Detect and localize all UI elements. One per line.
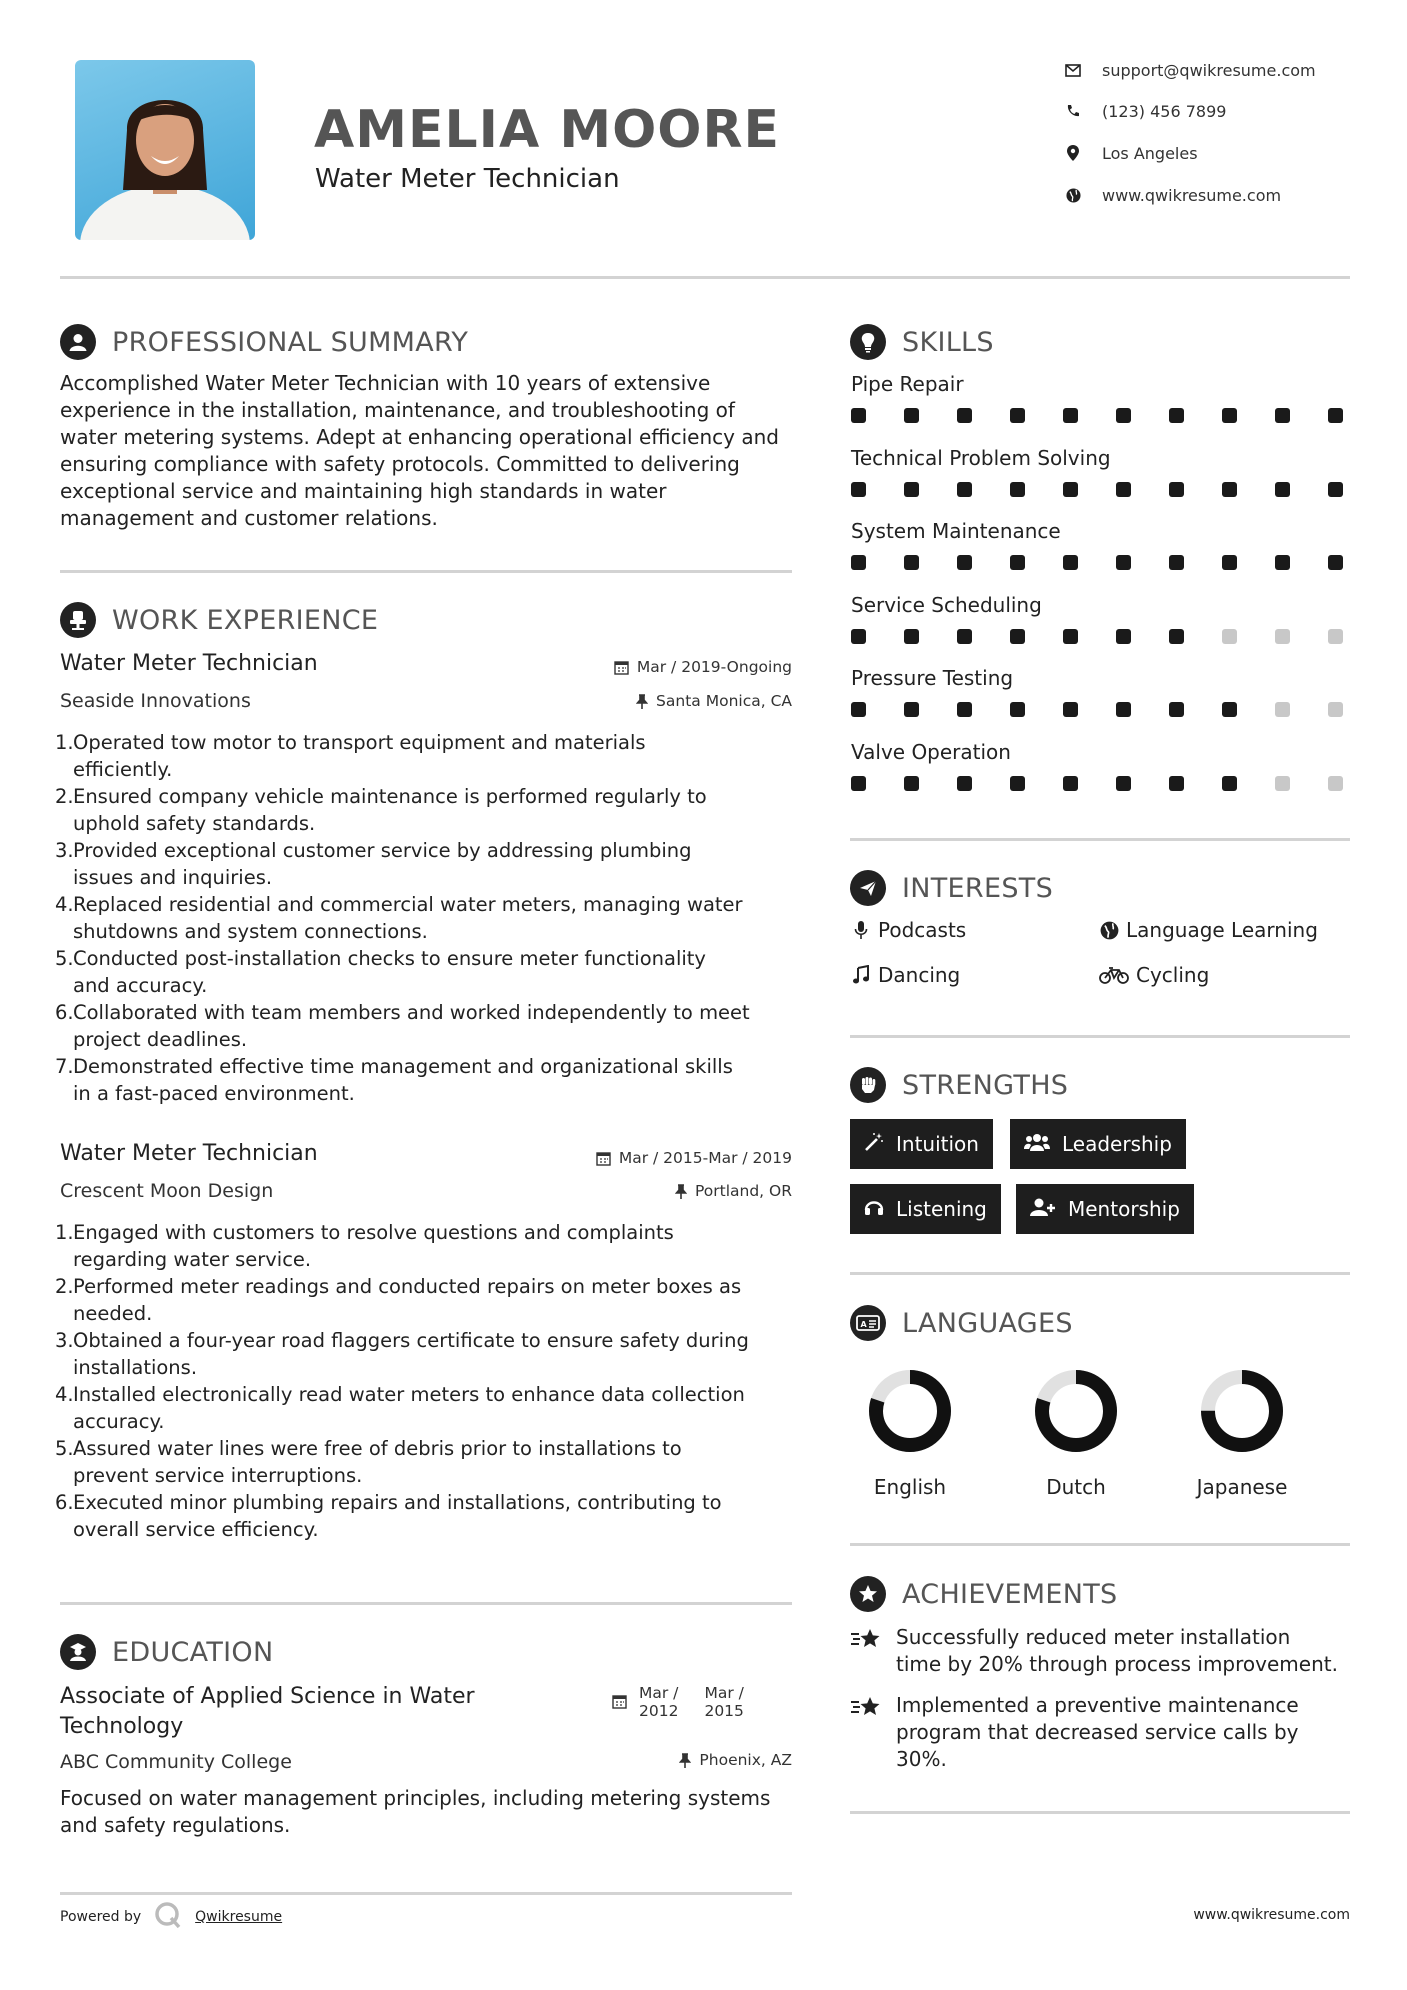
skill-dot (851, 702, 866, 717)
pushpin-icon (636, 694, 648, 709)
skill-dot (1275, 482, 1290, 497)
skill-dot (1169, 629, 1184, 644)
skill-row (851, 593, 1351, 667)
skill-dot (1063, 482, 1078, 497)
skill-dot (904, 629, 919, 644)
job-1-bullets (55, 729, 805, 1107)
strength-intuition (850, 1119, 993, 1169)
skill-dot (1169, 408, 1184, 423)
summary-line: exceptional service and maintaining high standards in water (60, 479, 667, 503)
skill-dot (1116, 555, 1131, 570)
education-heading-text: EDUCATION (112, 1636, 274, 1668)
skills-divider (850, 838, 1350, 841)
skill-dot (1222, 482, 1237, 497)
summary-line: ensuring compliance with safety protocols. Committed to delivering (60, 452, 740, 476)
candidate-title: Water Meter Technician (315, 164, 620, 194)
interest-podcasts (850, 918, 966, 942)
job-1-location-text: Santa Monica, CA (656, 692, 792, 710)
language-name: English (873, 1475, 947, 1499)
interests-divider (850, 1035, 1350, 1038)
skill-dot (851, 776, 866, 791)
strengths-divider (850, 1272, 1350, 1275)
summary-line: water metering systems. Adept at enhancing operational efficiency and (60, 425, 779, 449)
microphone-icon (850, 920, 872, 940)
pushpin-icon (679, 1753, 691, 1768)
users-icon (1024, 1132, 1050, 1157)
job-2-location-text: Portland, OR (694, 1182, 792, 1200)
job-1-bullet: 5. Conducted post-installation checks to ensure meter functionality and accuracy. (55, 947, 706, 997)
job-1-bullet: 7. Demonstrated effective time management and organizational skills in a fast-paced environment. (55, 1055, 733, 1105)
skill-dot (1275, 408, 1290, 423)
footer-powered-text: Powered by (60, 1909, 142, 1925)
job-1-bullet: 2. Ensured company vehicle maintenance is performed regularly to uphold safety standards. (55, 785, 707, 835)
user-icon (60, 324, 96, 360)
skill-dot (1116, 702, 1131, 717)
languages-heading-text: LANGUAGES (902, 1307, 1073, 1339)
skill-name: Pipe Repair (851, 372, 964, 396)
envelope-icon (1062, 64, 1084, 77)
skill-dot (1063, 555, 1078, 570)
skill-row (851, 446, 1351, 520)
achievement-item: Implemented a preventive maintenance program that decreased service calls by 30%. (850, 1692, 1350, 1773)
job-2-bullet: 3. Obtained a four-year road flaggers certificate to ensure safety during installations. (55, 1329, 749, 1379)
interests-heading (850, 870, 1053, 906)
skill-dot (1010, 702, 1025, 717)
skills-list (851, 372, 1351, 813)
language-gauge (1006, 1365, 1146, 1465)
languages-heading (850, 1305, 1073, 1341)
interest-label: Podcasts (878, 918, 967, 942)
skill-dot (1010, 776, 1025, 791)
interests-heading-text: INTERESTS (902, 872, 1054, 904)
summary-divider (60, 570, 792, 573)
skill-dot (1222, 702, 1237, 717)
globe-icon (1098, 921, 1120, 940)
fist-icon (850, 1067, 886, 1103)
strengths-heading (850, 1067, 1068, 1103)
education-school: ABC Community College (60, 1751, 292, 1773)
strength-label: Leadership (1062, 1132, 1172, 1156)
job-1-date-text: Mar / 2019-Ongoing (636, 658, 792, 676)
education-location (532, 1751, 792, 1769)
headphones-icon (864, 1197, 884, 1222)
skill-dot (957, 702, 972, 717)
strength-leadership (1010, 1119, 1186, 1169)
skill-rating (851, 702, 1343, 717)
summary-heading-text: PROFESSIONAL SUMMARY (112, 326, 469, 358)
skill-name: System Maintenance (851, 519, 1061, 543)
magic-wand-icon (864, 1132, 884, 1157)
job-1-date (532, 658, 792, 676)
lightbulb-icon (850, 324, 886, 360)
skill-dot (851, 408, 866, 423)
strengths-heading-text: STRENGTHS (902, 1069, 1069, 1101)
phone-icon (1062, 104, 1084, 118)
strength-label: Intuition (896, 1132, 979, 1156)
language-item (1006, 1365, 1146, 1499)
skill-dot (1222, 555, 1237, 570)
star-badge-icon (850, 1576, 886, 1612)
skill-name: Technical Problem Solving (851, 445, 1111, 470)
skill-dot (851, 482, 866, 497)
achievements-divider (850, 1811, 1350, 1814)
job-2-bullet: 2. Performed meter readings and conducted repairs on meter boxes as needed. (55, 1275, 742, 1325)
skill-name: Pressure Testing (851, 666, 1014, 690)
skill-dot (904, 482, 919, 497)
skill-dot (957, 555, 972, 570)
skill-dot (1116, 776, 1131, 791)
skill-dot (1116, 482, 1131, 497)
job-1-bullet: 4. Replaced residential and commercial water meters, managing water shutdowns and system connections. (55, 893, 743, 943)
job-2-bullet: 1. Engaged with customers to resolve questions and complaints regarding water service. (55, 1221, 674, 1271)
calendar-icon (614, 660, 629, 675)
job-2-date (532, 1149, 792, 1167)
skill-dot (904, 702, 919, 717)
location-pin-icon (1062, 145, 1084, 161)
skill-dot (1328, 702, 1343, 717)
interest-label: Language Learning (1126, 918, 1318, 942)
skill-dot (1275, 702, 1290, 717)
language-gauge (840, 1365, 980, 1465)
skill-dot (1063, 702, 1078, 717)
skill-dot (957, 408, 972, 423)
pushpin-icon (675, 1184, 687, 1199)
skill-dot (1169, 482, 1184, 497)
achievements-heading-text: ACHIEVEMENTS (902, 1578, 1118, 1610)
skill-dot (851, 555, 866, 570)
footer-powered (60, 1900, 282, 1934)
strength-listening (850, 1184, 1001, 1234)
interest-cycling (1098, 963, 1209, 987)
skill-dot (1275, 555, 1290, 570)
contact-website-text: www.qwikresume.com (1102, 185, 1282, 205)
profile-photo (75, 60, 255, 240)
contact-phone[interactable] (1062, 101, 1226, 121)
skill-rating (851, 555, 1343, 570)
skill-dot (1275, 776, 1290, 791)
education-divider (60, 1892, 792, 1895)
skill-name: Valve Operation (851, 739, 1011, 764)
achievement-item: Successfully reduced meter installation time by 20% through process improvement. (850, 1624, 1350, 1678)
skill-dot (1010, 555, 1025, 570)
footer-site-link[interactable]: www.qwikresume.com (1193, 1907, 1350, 1923)
job-2-location (532, 1182, 792, 1200)
candidate-name: AMELIA MOORE (314, 100, 781, 160)
summary-heading (60, 324, 468, 360)
star-shooting-icon (850, 1624, 896, 1678)
skill-dot (957, 629, 972, 644)
skill-name: Service Scheduling (851, 592, 1042, 617)
summary-line: experience in the installation, maintenance, and troubleshooting of (60, 398, 735, 422)
skill-dot (1169, 776, 1184, 791)
summary-line: management and customer relations. (60, 506, 438, 530)
achievements-heading (850, 1576, 1118, 1612)
skills-heading-text: SKILLS (902, 326, 994, 358)
strength-label: Mentorship (1068, 1197, 1180, 1221)
language-gauge (1172, 1365, 1312, 1465)
education-degree-line: Technology (60, 1714, 184, 1739)
education-date: Mar / 2012 Mar / 2015 (612, 1684, 744, 1720)
skill-dot (1116, 629, 1131, 644)
summary-text (60, 370, 800, 532)
skill-dot (1063, 408, 1078, 423)
language-name: Dutch (1046, 1475, 1106, 1499)
paper-plane-icon (850, 870, 886, 906)
globe-icon (1062, 188, 1084, 203)
contact-email[interactable] (1062, 60, 1316, 80)
star-shooting-icon (850, 1692, 896, 1773)
strength-label: Listening (896, 1197, 987, 1221)
skill-dot (1063, 776, 1078, 791)
summary-line: Accomplished Water Meter Technician with 10 years of extensive (60, 371, 711, 395)
skill-dot (1275, 629, 1290, 644)
briefcase-chair-icon (60, 602, 96, 638)
bicycle-icon (1098, 966, 1130, 984)
job-1-location (532, 692, 792, 710)
footer-brand-link[interactable]: Qwikresume (195, 1909, 283, 1925)
skill-dot (1328, 629, 1343, 644)
skill-dot (1328, 555, 1343, 570)
job-2-bullet: 6. Executed minor plumbing repairs and installations, contributing to overall service efficiency. (55, 1491, 722, 1541)
job-2-company: Crescent Moon Design (60, 1180, 274, 1202)
languages-list (840, 1365, 1360, 1505)
skill-dot (1222, 629, 1237, 644)
skill-dot (904, 776, 919, 791)
job-1-bullet: 1. Operated tow motor to transport equipment and materials efficiently. (55, 731, 646, 781)
interest-label: Dancing (878, 963, 961, 987)
education-degree (60, 1682, 475, 1742)
graduate-icon (60, 1634, 96, 1670)
education-heading (60, 1634, 273, 1670)
skill-row (851, 372, 1351, 446)
skill-dot (1328, 482, 1343, 497)
job-1-company: Seaside Innovations (60, 690, 251, 712)
skills-heading (850, 324, 994, 360)
skill-dot (1169, 702, 1184, 717)
job-1-bullet: 3. Provided exceptional customer service by addressing plumbing issues and inquiries. (55, 839, 692, 889)
skill-row (851, 519, 1351, 593)
skill-dot (1116, 408, 1131, 423)
education-location-text: Phoenix, AZ (699, 1751, 792, 1769)
contact-phone-text: (123) 456 7899 (1102, 101, 1227, 121)
work-divider (60, 1602, 792, 1605)
skill-dot (1010, 482, 1025, 497)
strength-mentorship (1016, 1184, 1194, 1234)
skill-dot (1063, 629, 1078, 644)
skill-dot (1222, 776, 1237, 791)
skill-dot (1169, 555, 1184, 570)
skill-row (851, 666, 1351, 740)
interest-language-learning (1098, 918, 1318, 942)
interest-dancing (850, 963, 960, 987)
skill-dot (904, 555, 919, 570)
contact-email-text: support@qwikresume.com (1102, 60, 1316, 80)
skill-dot (1222, 408, 1237, 423)
languages-divider (850, 1543, 1350, 1546)
job-2-bullet: 4. Installed electronically read water meters to enhance data collection accuracy. (55, 1383, 745, 1433)
skill-rating (851, 408, 1343, 423)
skill-rating (851, 482, 1343, 497)
skill-row (851, 740, 1351, 814)
job-2-bullets (55, 1219, 805, 1543)
work-heading-text: WORK EXPERIENCE (112, 604, 379, 636)
education-description (60, 1785, 810, 1839)
skill-rating (851, 629, 1343, 644)
contact-location (1062, 143, 1198, 163)
job-2-title: Water Meter Technician (60, 1141, 318, 1166)
calendar-icon (612, 1694, 627, 1709)
skill-dot (957, 776, 972, 791)
svg-text:A: A (860, 1320, 867, 1329)
education-description-line: and safety regulations. (60, 1813, 291, 1837)
skill-dot (851, 629, 866, 644)
job-2-date-text: Mar / 2015-Mar / 2019 (618, 1149, 792, 1167)
calendar-icon (596, 1151, 611, 1166)
work-heading (60, 602, 378, 638)
interest-label: Cycling (1136, 963, 1210, 987)
skill-dot (1328, 408, 1343, 423)
skill-dot (1328, 776, 1343, 791)
language-item (840, 1365, 980, 1499)
contact-website[interactable] (1062, 185, 1281, 205)
education-degree-line: Associate of Applied Science in Water (60, 1684, 475, 1709)
music-note-icon (850, 965, 872, 985)
skill-dot (904, 408, 919, 423)
job-1-title: Water Meter Technician (60, 651, 318, 676)
contact-location-text: Los Angeles (1102, 143, 1198, 163)
skill-dot (1010, 629, 1025, 644)
skill-rating (851, 776, 1343, 791)
skill-dot (1010, 408, 1025, 423)
education-description-line: Focused on water management principles, including metering systems (60, 1786, 771, 1810)
qwikresume-logo-icon (153, 1900, 183, 1934)
user-plus-icon (1030, 1197, 1056, 1222)
language-name: Japanese (1196, 1475, 1288, 1499)
skill-dot (957, 482, 972, 497)
language-card-icon (850, 1305, 886, 1341)
job-2-bullet: 5. Assured water lines were free of debris prior to installations to prevent service interruptions. (55, 1437, 682, 1487)
job-1-bullet: 6. Collaborated with team members and worked independently to meet project deadlines. (55, 1001, 750, 1051)
header-divider (60, 276, 1350, 279)
language-item (1172, 1365, 1312, 1499)
